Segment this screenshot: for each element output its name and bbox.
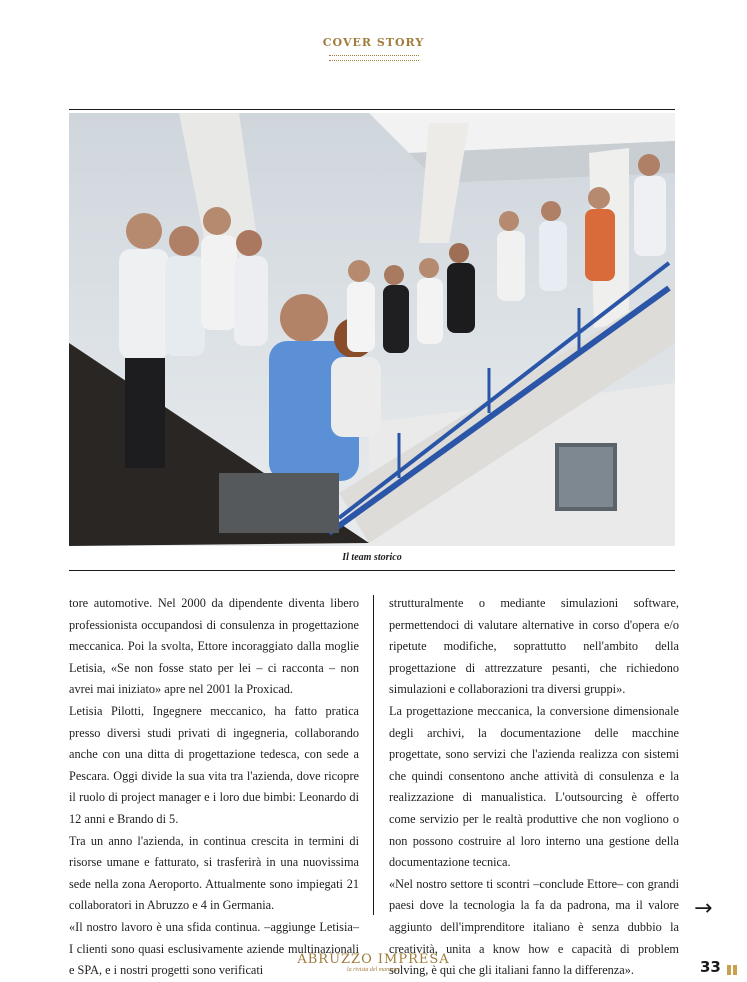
- article-paragraph: Letisia Pilotti, Ingegnere meccanico, ha fatto pratica presso diversi studi privati di ingegneria, collaborando anche con una ditta di progettazione tedesca, con sede a Pescara. Oggi divide la sua vita tra l'azienda, dove ricopre il ruolo di project manager e i loro due bimbi: Leonardo di 12 anni e Brando di 5.: [69, 703, 359, 826]
- column-divider: [373, 595, 374, 915]
- photo-caption: Il team storico: [342, 552, 402, 563]
- article-paragraph: strutturalmente o mediante simulazioni software, permettendoci di valutare alternative in corso d'opera e/o ripetute modifiche, soprattutto nell'ambito della progettazione di attrezzature pesanti, che richiedono simulazioni e collaborazioni tra diversi gruppi».: [389, 596, 679, 697]
- section-label: COVER STORY: [322, 36, 425, 49]
- article-paragraph: La progettazione meccanica, la conversione dimensionale degli archivi, la documentazione delle macchine progettate, sono servizi che l'azienda realizza con sistemi che quindi consentono anche attività di consulenza e la realizzazione di manualistica. L'outsourcing è offerto come servizio per le realtà produttive che non vogliono o non possono costruire al loro interno una gestione della documentazione tecnica.: [389, 703, 679, 870]
- article-column-left: [69, 593, 359, 982]
- top-divider: [69, 109, 675, 110]
- page-number: 33: [700, 958, 721, 976]
- article-paragraph: Tra un anno l'azienda, in continua crescita in termini di risorse umane e fatturato, si trasferirà in una nuovissima sede nella zona Aeroporto. Attualmente sono impiegati 21 collaboratori in Abruzzo e 4 in Germania.: [69, 833, 359, 913]
- page-marker-icon: [727, 962, 739, 972]
- team-photo: [69, 113, 675, 546]
- brand-tagline: la rivista del manager: [346, 967, 401, 973]
- caption-divider: [69, 570, 675, 571]
- article-column-right: [389, 593, 679, 982]
- page-header: [0, 36, 747, 61]
- article-paragraph: «Nel nostro settore ti scontri –conclude Ettore– con grandi paesi dove la tecnologia la fa da padrona, ma il valore aggiunto dell'imprenditore italiano è senza dubbio la creatività, unita a know how e capacità di problem solving, è qui che gli italiani fanno la differenza».: [389, 876, 679, 978]
- team-photo-illustration: [69, 113, 675, 546]
- footer-brand: [0, 952, 747, 973]
- arrow-right-icon[interactable]: →: [694, 896, 713, 921]
- section-rule: [329, 55, 419, 61]
- article-paragraph: tore automotive. Nel 2000 da dipendente diventa libero professionista occupandosi di consulenza in progettazione meccanica. Poi la svolta, Ettore incoraggiato dalla moglie Letisia, «Se non fosse stato per lei – ci racconta – non avrei mai iniziato» apre nel 2001 la Proxicad.: [69, 596, 359, 697]
- article-paragraph: «Il nostro lavoro è una sfida continua. –aggiunge Letisia– I clienti sono quasi esclusivamente aziende multinazionali e SPA, e i nostri progetti sono verificati: [69, 919, 359, 978]
- brand-name: ABRUZZO IMPRESA: [297, 952, 450, 967]
